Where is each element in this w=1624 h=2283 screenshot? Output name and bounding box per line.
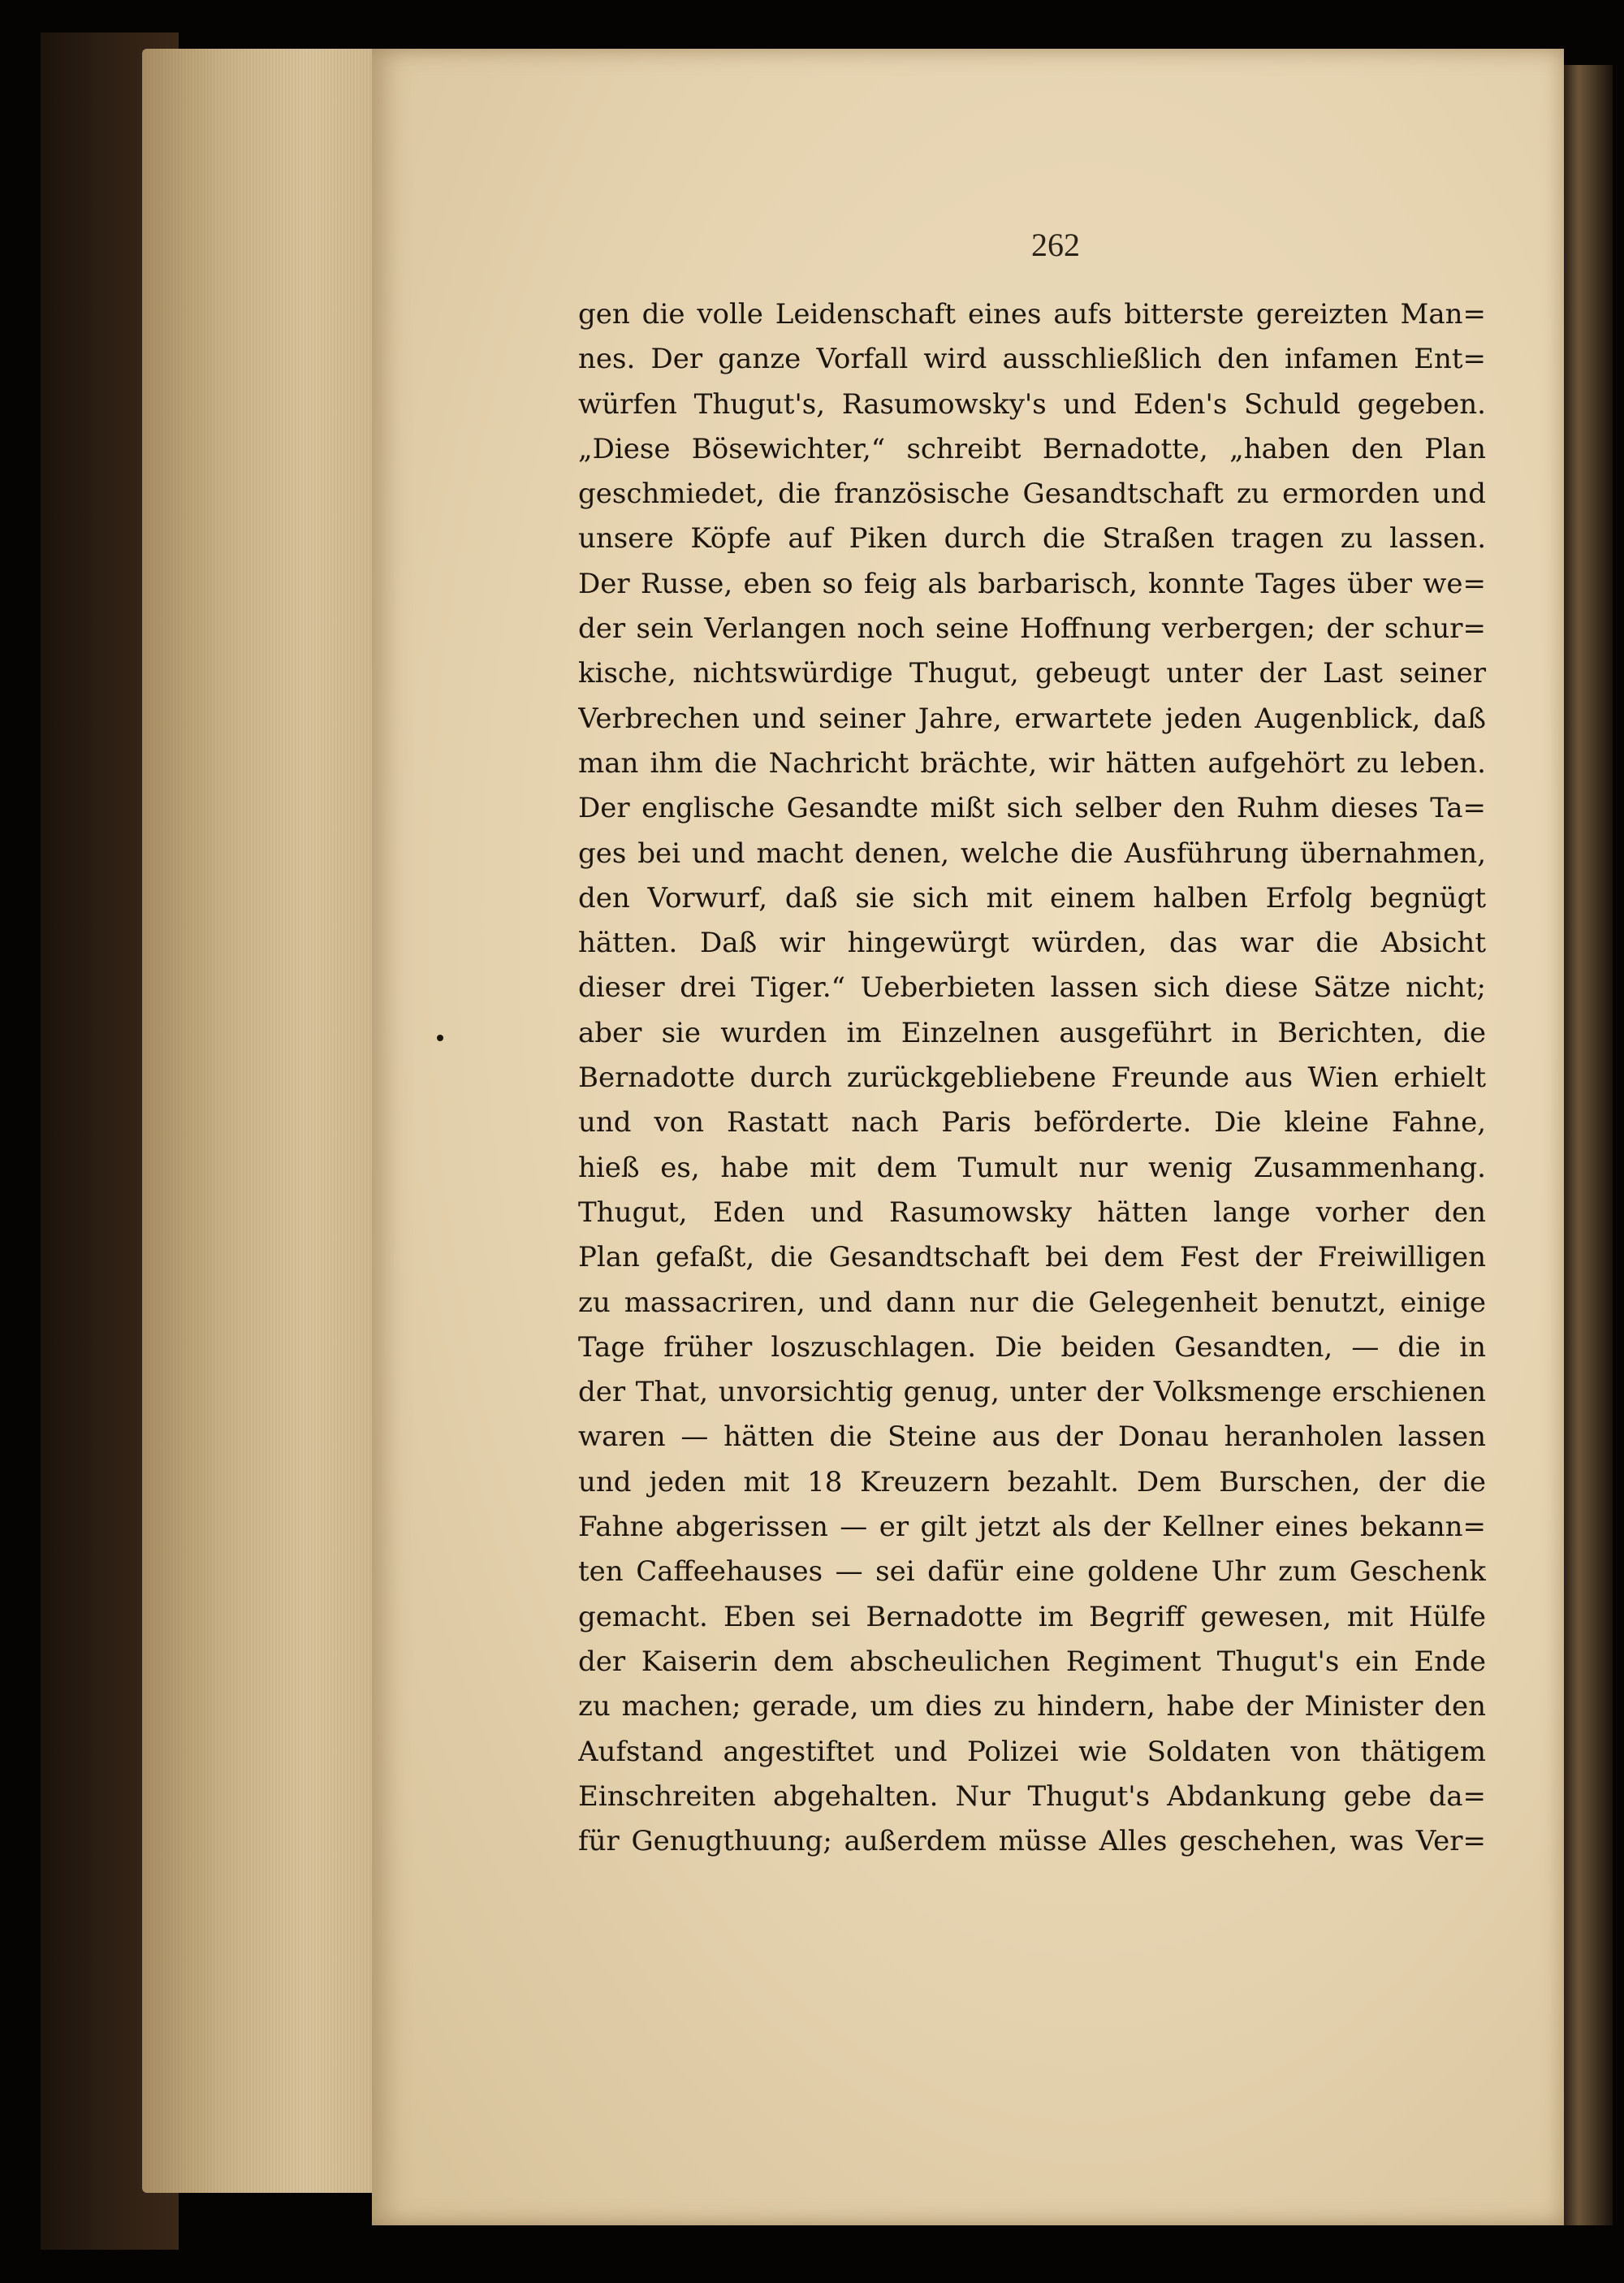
text-line: hätten. Daß wir hingewürgt würden, das war die Absicht bbox=[578, 927, 1486, 960]
text-line: gen die volle Leidenschaft eines aufs bitterste gereizten Man= bbox=[578, 298, 1486, 331]
text-line: hieß es, habe mit dem Tumult nur wenig Zusammenhang. bbox=[578, 1151, 1486, 1184]
text-line: waren — hätten die Steine aus der Donau heranholen lassen bbox=[578, 1420, 1486, 1454]
text-line: nes. Der ganze Vorfall wird ausschließlich den infamen Ent= bbox=[578, 343, 1486, 376]
text-line: Der englische Gesandte mißt sich selber den Ruhm dieses Ta= bbox=[578, 792, 1486, 825]
text-line: kische, nichtswürdige Thugut, gebeugt unter der Last seiner bbox=[578, 657, 1486, 690]
text-line: und von Rastatt nach Paris beförderte. Die kleine Fahne, bbox=[578, 1106, 1486, 1139]
text-line: dieser drei Tiger.“ Ueberbieten lassen sich diese Sätze nicht; bbox=[578, 971, 1486, 1005]
text-line: Bernadotte durch zurückgebliebene Freunde aus Wien erhielt bbox=[578, 1062, 1486, 1095]
text-line: der That, unvorsichtig genug, unter der Volksmenge erschienen bbox=[578, 1376, 1486, 1409]
text-line: aber sie wurden im Einzelnen ausgeführt in Berichten, die bbox=[578, 1016, 1486, 1049]
page-text-block bbox=[578, 292, 1486, 1864]
text-line: man ihm die Nachricht brächte, wir hätten aufgehört zu leben. bbox=[578, 746, 1486, 780]
text-line: zu massacriren, und dann nur die Gelegenheit benutzt, einige bbox=[578, 1286, 1486, 1319]
text-line: Verbrechen und seiner Jahre, erwartete jeden Augenblick, daß bbox=[578, 702, 1486, 735]
text-line: Fahne abgerissen — er gilt jetzt als der Kellner eines bekann= bbox=[578, 1511, 1486, 1544]
text-line: der Kaiserin dem abscheulichen Regiment Thugut's ein Ende bbox=[578, 1645, 1486, 1678]
book-cover-right bbox=[1564, 65, 1613, 2225]
text-line: Thugut, Eden und Rasumowsky hätten lange vorher den bbox=[578, 1196, 1486, 1229]
text-line: gemacht. Eben sei Bernadotte im Begriff gewesen, mit Hülfe bbox=[578, 1600, 1486, 1633]
text-line: „Diese Bösewichter,“ schreibt Bernadotte, „haben den Plan bbox=[578, 432, 1486, 465]
text-line: für Genugthuung; außerdem müsse Alles geschehen, was Ver= bbox=[578, 1825, 1486, 1858]
text-line: Aufstand angestiftet und Polizei wie Soldaten von thätigem bbox=[578, 1735, 1486, 1768]
page-number: 262 bbox=[1031, 227, 1080, 263]
text-line: Der Russe, eben so feig als barbarisch, konnte Tages über we= bbox=[578, 567, 1486, 600]
text-line: unsere Köpfe auf Piken durch die Straßen tragen zu lassen. bbox=[578, 522, 1486, 556]
text-line: ges bei und macht denen, welche die Ausführung übernahmen, bbox=[578, 837, 1486, 870]
text-line: würfen Thugut's, Rasumowsky's und Eden's Schuld gegeben. bbox=[578, 387, 1486, 421]
text-line: Plan gefaßt, die Gesandtschaft bei dem Fest der Freiwilligen bbox=[578, 1241, 1486, 1274]
text-line: ten Caffeehauses — sei dafür eine goldene Uhr zum Geschenk bbox=[578, 1555, 1486, 1589]
text-line: den Vorwurf, daß sie sich mit einem halben Erfolg begnügt bbox=[578, 881, 1486, 914]
text-line: der sein Verlangen noch seine Hoffnung verbergen; der schur= bbox=[578, 612, 1486, 646]
text-line: Einschreiten abgehalten. Nur Thugut's Abdankung gebe da= bbox=[578, 1779, 1486, 1813]
text-line: Tage früher loszuschlagen. Die beiden Gesandten, — die in bbox=[578, 1330, 1486, 1364]
text-line: und jeden mit 18 Kreuzern bezahlt. Dem Burschen, der die bbox=[578, 1465, 1486, 1498]
ink-speck bbox=[437, 1035, 443, 1041]
text-line: zu machen; gerade, um dies zu hindern, habe der Minister den bbox=[578, 1690, 1486, 1723]
text-line: geschmiedet, die französische Gesandtschaft zu ermorden und bbox=[578, 478, 1486, 511]
page-edge-stack bbox=[142, 49, 378, 2193]
